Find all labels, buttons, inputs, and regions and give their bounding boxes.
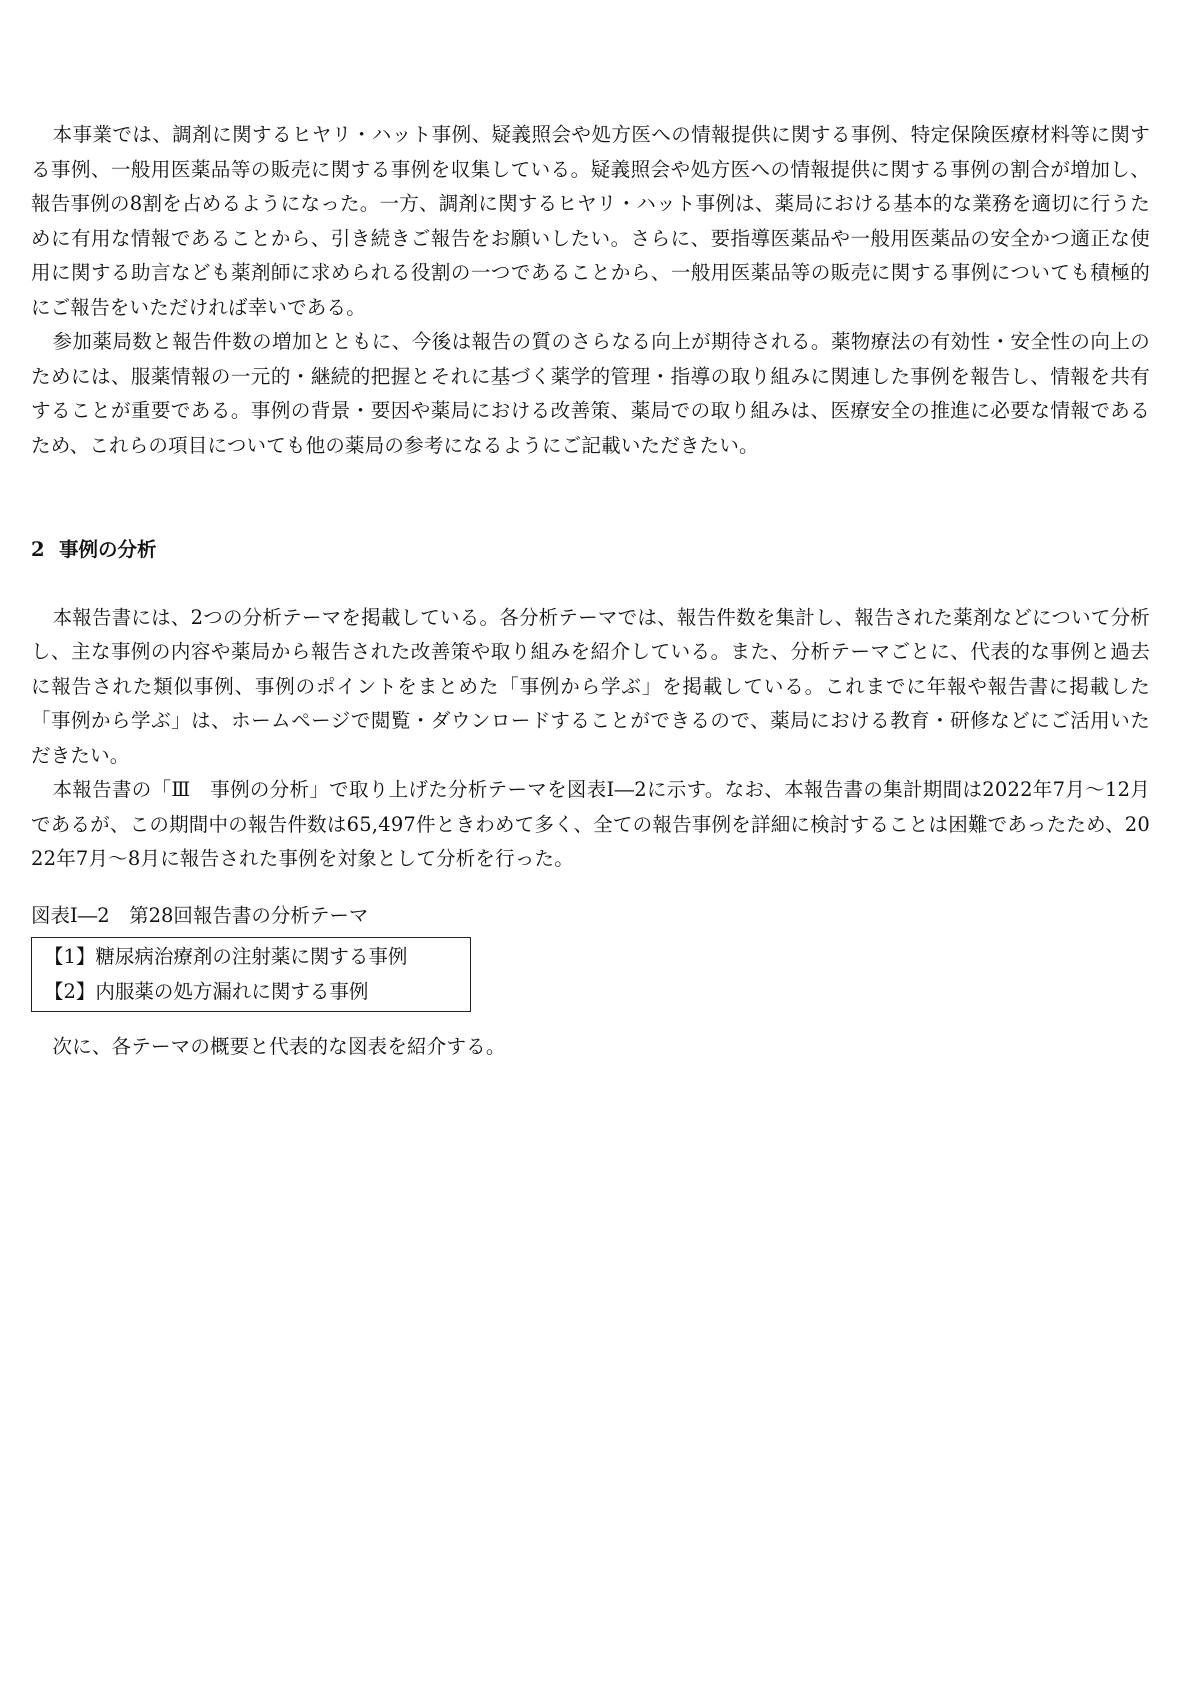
figure-caption: 図表Ⅰ―2 第28回報告書の分析テーマ: [31, 903, 369, 927]
intro-paragraph-1: 本事業では、調剤に関するヒヤリ・ハット事例、疑義照会や処方医への情報提供に関する事例、特定保険医療材料等に関する事例、一般用医薬品等の販売に関する事例を収集している。疑義照会や処方医への情報提供に関する事例の割合が増加し、報告事例の8割を占めるようになった。一方、調剤に関するヒヤリ・ハット事例は、薬局における基本的な業務を適切に行うために有用な情報であることから、引き続きご報告をお願いしたい。さらに、要指導医薬品や一般用医薬品の安全かつ適正な使用に関する助言なども薬剤師に求められる役割の一つであることから、一般用医薬品等の販売に関する事例についても積極的にご報告をいただければ幸いである。: [31, 123, 1150, 319]
closing-paragraph: 次に、各テーマの概要と代表的な図表を紹介する。: [52, 1035, 506, 1058]
section-number: 2: [31, 538, 45, 561]
section-spacer: [31, 463, 1150, 533]
theme-item-1: 【1】糖尿病治療剤の注射薬に関する事例: [44, 945, 408, 968]
analysis-paragraph-1: 本報告書には、2つの分析テーマを掲載している。各分析テーマでは、報告件数を集計し、報告された薬剤などについて分析し、主な事例の内容や薬局から報告された改善策や取り組みを紹介している。また、分析テーマごとに、代表的な事例と過去に報告された類似事例、事例のポイントをまとめた「事例から学ぶ」を掲載している。これまでに年報や報告書に掲載した「事例から学ぶ」は、ホームページで閲覧・ダウンロードすることができるので、薬局における教育・研修などにご活用いただきたい。: [31, 605, 1150, 767]
heading-spacer: [31, 568, 1150, 601]
section-title: 事例の分析: [59, 538, 157, 561]
document-page: [31, 118, 1150, 1065]
section-heading: [31, 533, 1150, 568]
intro-paragraph-2: 参加薬局数と報告件数の増加とともに、今後は報告の質のさらなる向上が期待される。薬物療法の有効性・安全性の向上のためには、服薬情報の一元的・継続的把握とそれに基づく薬学的管理・指導の取り組みに関連した事例を報告し、情報を共有することが重要である。事例の背景・要因や薬局における改善策、薬局での取り組みは、医療安全の推進に必要な情報であるため、これらの項目についても他の薬局の参考になるようにご記載いただきたい。: [31, 330, 1150, 457]
analysis-theme-box: [31, 937, 471, 1012]
analysis-paragraph-2: 本報告書の「Ⅲ 事例の分析」で取り上げた分析テーマを図表Ⅰ―2に示す。なお、本報告書の集計期間は2022年7月～12月であるが、この期間中の報告件数は65,497件ときわめて多く、全ての報告事例を詳細に検討することは困難であったため、2022年7月～8月に報告された事例を対象として分析を行った。: [31, 778, 1150, 870]
figure-spacer: [31, 877, 1150, 899]
theme-item-2: 【2】内服薬の処方漏れに関する事例: [44, 979, 369, 1003]
